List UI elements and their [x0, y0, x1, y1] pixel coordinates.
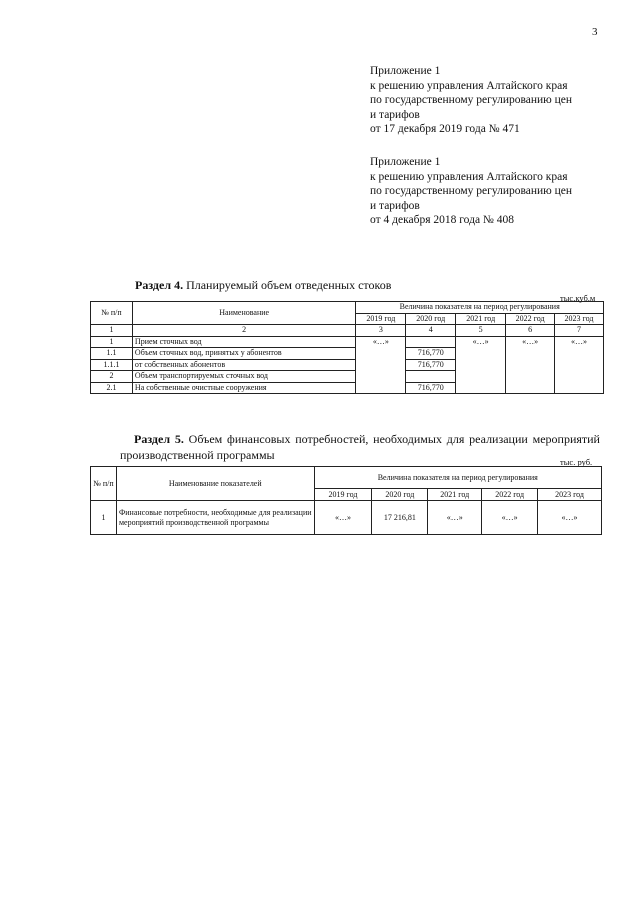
cell-2019: «…»	[356, 336, 406, 394]
appendix-line: по государственному регулированию цен	[370, 94, 573, 107]
section4-title	[135, 277, 391, 293]
appendix-line: Приложение 1	[370, 65, 441, 77]
cell-2020: 716,770	[406, 348, 456, 360]
section5-table	[90, 466, 602, 535]
section5-unit: тыс. руб.	[560, 457, 593, 467]
section5-title-text: Объем финансовых потребностей, необходимых для реализации мероприятий производственной программы	[120, 432, 600, 462]
cell-2020: 17 216,81	[372, 501, 428, 535]
appendix-line: от 17 декабря 2019 года № 471	[370, 123, 520, 136]
header-period: Величина показателя на период регулирования	[314, 467, 601, 489]
section4-title-bold: Раздел 4.	[135, 278, 184, 292]
section4-title-text: Планируемый объем отведенных стоков	[183, 278, 392, 292]
header-year: 2023 год	[555, 313, 604, 325]
col-number: 4	[406, 325, 456, 337]
header-year: 2021 год	[428, 489, 482, 501]
table-row	[91, 501, 602, 535]
row-name: На собственные очистные сооружения	[132, 382, 355, 394]
col-number: 3	[356, 325, 406, 337]
header-num: № п/п	[91, 467, 117, 501]
table-row	[91, 336, 604, 348]
section5-title-bold: Раздел 5.	[134, 432, 184, 446]
appendix-block-1	[370, 64, 572, 137]
col-number: 6	[506, 325, 555, 337]
row-name: Объем транспортируемых сточных вод	[132, 371, 355, 383]
header-year: 2022 год	[482, 489, 538, 501]
header-year: 2022 год	[506, 313, 555, 325]
row-num: 2.1	[91, 382, 133, 394]
section4-unit: тыс.куб.м	[560, 293, 596, 303]
col-number: 2	[132, 325, 355, 337]
cell-2021: «…»	[428, 501, 482, 535]
cell-2023: «…»	[555, 336, 604, 394]
cell-2023: «…»	[538, 501, 602, 535]
header-year: 2020 год	[406, 313, 456, 325]
cell-2020	[406, 371, 456, 383]
header-name: Наименование показателей	[116, 467, 314, 501]
row-num: 1.1.1	[91, 359, 133, 371]
cell-2020: 716,770	[406, 359, 456, 371]
page-number: 3	[592, 26, 598, 38]
appendix-line: к решению управления Алтайского края	[370, 170, 568, 183]
appendix-line: от 4 декабря 2018 года № 408	[370, 214, 515, 227]
col-number: 1	[91, 325, 133, 337]
appendix-line: к решению управления Алтайского края	[370, 79, 568, 92]
cell-2022: «…»	[506, 336, 555, 394]
row-name: Финансовые потребности, необходимые для реализации мероприятий производственной программы	[116, 501, 314, 535]
row-name: Прием сточных вод	[132, 336, 355, 348]
header-year: 2021 год	[456, 313, 506, 325]
col-number: 5	[456, 325, 506, 337]
header-year: 2020 год	[372, 489, 428, 501]
header-num: № п/п	[91, 302, 133, 325]
appendix-line: по государственному регулированию цен	[370, 185, 573, 198]
row-num: 1.1	[91, 348, 133, 360]
cell-2020: 716,770	[406, 382, 456, 394]
cell-2019: «…»	[314, 501, 372, 535]
row-num: 1	[91, 501, 117, 535]
appendix-line: и тарифов	[370, 108, 420, 121]
header-year: 2019 год	[314, 489, 372, 501]
section4-table	[90, 301, 604, 394]
cell-2021: «…»	[456, 336, 506, 394]
col-number: 7	[555, 325, 604, 337]
section5-title	[120, 431, 600, 463]
cell-2020	[406, 336, 456, 348]
row-num: 1	[91, 336, 133, 348]
row-name: от собственных абонентов	[132, 359, 355, 371]
appendix-line: и тарифов	[370, 199, 420, 212]
appendix-block-2	[370, 155, 572, 228]
appendix-line: Приложение 1	[370, 156, 441, 168]
row-name: Объем сточных вод, принятых у абонентов	[132, 348, 355, 360]
header-name: Наименование	[132, 302, 355, 325]
header-year: 2023 год	[538, 489, 602, 501]
cell-2022: «…»	[482, 501, 538, 535]
header-year: 2019 год	[356, 313, 406, 325]
row-num: 2	[91, 371, 133, 383]
header-period: Величина показателя на период регулирования	[356, 302, 604, 314]
